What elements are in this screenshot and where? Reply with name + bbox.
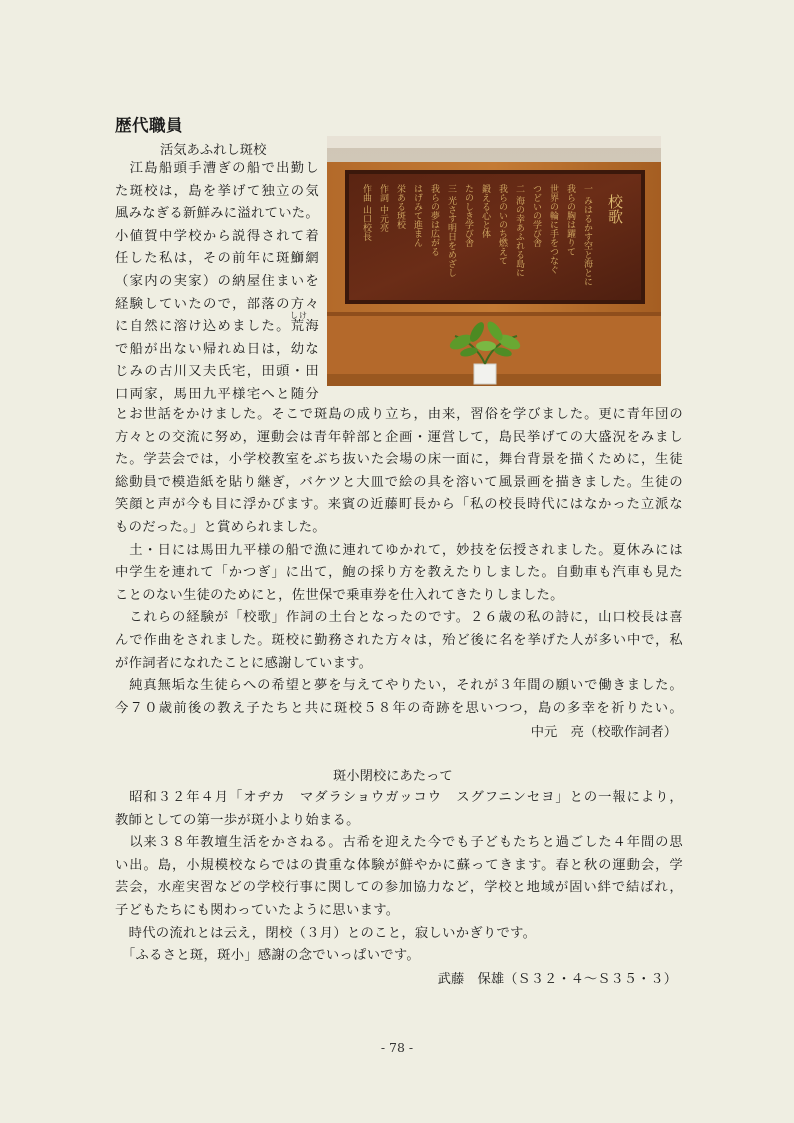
paragraph-line: 時代の流れとは云え，閉校（３月）とのこと，寂しいかぎりです。 (115, 925, 537, 941)
article2-title: 斑小閉校にあたって (333, 769, 453, 784)
paragraph-line: ことのない生徒のためにと，佐世保で乗車券を仕入れてきたりしました。 (115, 587, 564, 603)
paragraph-line: ものだった。」と賞められました。 (115, 520, 326, 535)
paragraph-line: た斑校は，島を挙げて独立の気 (115, 183, 319, 199)
article1-author: 中元 亮（校歌作詞者） (530, 725, 677, 740)
paragraph-line: 風みなぎる新鮮みに溢れていた。 (115, 206, 319, 222)
paragraph-line: 昭和３２年４月「オヂカ マダラショウガッコウ スグフニンセヨ」との一報により， (115, 790, 683, 805)
plaque-verse-column: つどいの学び舎 (531, 184, 541, 247)
plaque-verse-column: 三 光さす明日をめざし (446, 184, 456, 277)
paragraph-line: 教師としての第一歩が斑小より始まる。 (115, 812, 360, 828)
paragraph-line: 経験していたので，部落の方々 (115, 296, 319, 312)
plaque-verse-column: 作詞 中元亮 (378, 184, 388, 232)
plaque-verse-column: 世界の輪に手をつなぐ (548, 184, 558, 274)
paragraph-line: 中学生を連れて「かつぎ」に出て，鮑の採り方を教えたりしました。自動車も汽車も見た (115, 565, 683, 581)
plaque-verse-column: はげみて進まん (412, 184, 422, 247)
paragraph-line: 総動員で模造紙を貼り継ぎ，バケツと大皿で絵の具を溶いて風景画を描きました。生徒の (115, 474, 683, 490)
paragraph-line: で船が出ない帰れぬ日は，幼な (115, 341, 319, 357)
article2-author: 武藤 保雄（Ｓ３２・４～Ｓ３５・３） (437, 972, 677, 987)
plaque-illustration (327, 136, 661, 386)
paragraph-line: （家内の実家）の納屋住まいを (115, 274, 319, 289)
plaque-verse-column: 我らの夢は広がる (429, 184, 439, 256)
paragraph-line: 江島船頭手漕ぎの船で出勤し (115, 161, 319, 176)
paragraph-line: が作詞者になれたことに感謝しています。 (115, 655, 373, 671)
article-subtitle: 活気あふれし斑校 (160, 143, 267, 158)
page-number: - 78 - (380, 1040, 414, 1055)
paragraph-line: 芸会，水産実習などの学校行事に関しての参加協力など，学校と地域が固い絆で結ばれ， (115, 880, 683, 896)
plaque-verse-column: 一 みはるかす空と海とに (582, 184, 592, 286)
section-heading: 歴代職員 (115, 116, 183, 135)
plaque-title: 校歌 (606, 194, 624, 224)
paragraph-line: 口両家，馬田九平様宅へと随分 (115, 387, 319, 402)
paragraph-line: い出。島，小規模校ならではの貴重な体験が鮮やかに蘇ってきます。春と秋の運動会，学 (115, 857, 683, 873)
paragraph-line: に自然に溶け込めました。荒海 (115, 319, 319, 335)
paragraph-line: 方々との交流に努め，運動会は青年幹部と企画・運営して，島民挙げての大盛況をみまし (115, 429, 683, 445)
plaque-verse-column: たのしき学び舎 (463, 184, 473, 247)
paragraph-line: 小値賀中学校から説得されて着 (115, 228, 319, 244)
ruby-annotation: しけ (290, 311, 308, 320)
paragraph-line: 任した私は，その前年に斑鰤網 (115, 251, 319, 267)
plaque-verse-column: 鍛える心と体 (480, 184, 490, 238)
plaque-verse-column: 我らのいのち燃えて (497, 184, 507, 265)
paragraph-line: 以来３８年教壇生活をかさねる。古希を迎えた今でも子どもたちと過ごした４年間の思 (115, 835, 683, 851)
plaque-verse-column: 栄ある斑校 (395, 184, 405, 229)
plaque-verse-column: 我らの胸は躍りて (565, 184, 575, 256)
paragraph-line: 「ふるさと斑，斑小」感謝の念でいっぱいです。 (115, 948, 421, 964)
paragraph-line: とお世話をかけました。そこで斑島の成り立ち，由来，習俗を学びました。更に青年団の (115, 407, 683, 422)
plaque-verse-column: 二 海の幸あふれる島に (514, 184, 524, 277)
school-song-plaque-photo (327, 136, 661, 386)
paragraph-line: た。学芸会では，小学校教室をぶち抜いた会場の床一面に，舞台背景を描くために，生徒 (115, 452, 683, 468)
paragraph-line: これらの経験が「校歌」作詞の土台となったのです。２６歳の私の詩に，山口校長は喜 (115, 610, 683, 626)
paragraph-line: 純真無垢な生徒らへの希望と夢を与えてやりたい，それが３年間の願いで働きました。 (115, 678, 683, 694)
paragraph-line: 子どもたちにも関わっていたように思います。 (115, 903, 400, 918)
paragraph-line: 笑顔と声が今も目に浮かびます。来賓の近藤町長から「私の校長時代にはなかった立派な (115, 497, 683, 513)
plaque-verse-column: 作曲 山口校長 (361, 184, 371, 241)
paragraph-line: 今７０歳前後の教え子たちと共に斑校５８年の奇跡を思いつつ，島の多幸を祈りたい。 (115, 700, 683, 716)
paragraph-line: 土・日には馬田九平様の船で漁に連れてゆかれて，妙技を伝授されました。夏休みには (115, 542, 683, 558)
paragraph-line: んで作曲をされました。斑校に勤務された方々は，殆ど後に名を挙げた人が多い中で，私 (115, 633, 683, 648)
paragraph-line: じみの古川又夫氏宅，田頭・田 (115, 364, 319, 380)
